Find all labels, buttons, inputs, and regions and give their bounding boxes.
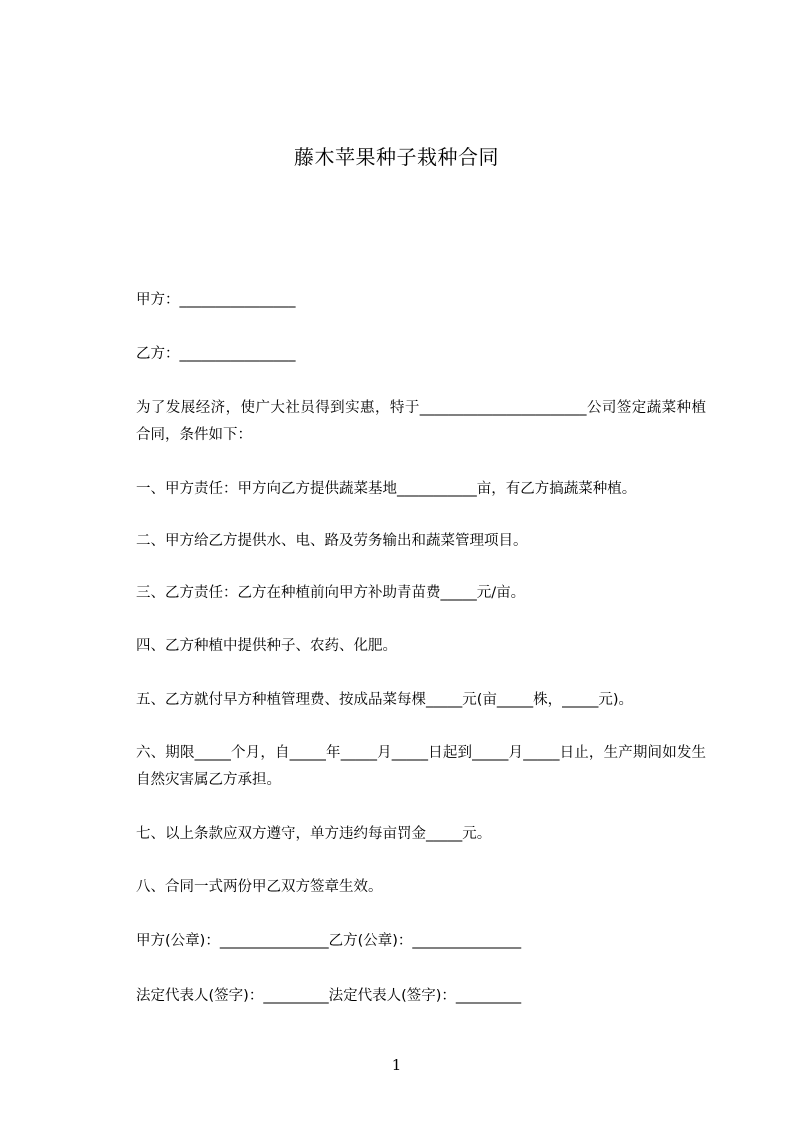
preamble-paragraph: 为了发展经济，使广大社员得到实惠，特于_______________________公司签定蔬菜种植合同，条件如下： xyxy=(136,400,706,443)
clause-4: 四、乙方种植中提供种子、农药、化肥。 xyxy=(136,638,397,654)
legal-representative-line: 法定代表人(签字)：_________法定代表人(签字)：_________ xyxy=(136,988,522,1004)
clause-3: 三、乙方责任：乙方在种植前向甲方补助青苗费_____元/亩。 xyxy=(136,585,526,601)
clause-5: 五、乙方就付早方种植管理费、按成品菜每棵_____元(亩_____株，_____元)。 xyxy=(136,692,634,708)
clause-8: 八、合同一式两份甲乙双方签章生效。 xyxy=(136,879,383,895)
document-title: 藤木苹果种子栽种合同 xyxy=(294,145,499,169)
clause-1: 一、甲方责任：甲方向乙方提供蔬菜基地___________亩，有乙方搞蔬菜种植。 xyxy=(136,481,637,497)
party-a-line: 甲方：________________ xyxy=(136,292,296,308)
clause-2: 二、甲方给乙方提供水、电、路及劳务输出和蔬菜管理项目。 xyxy=(136,533,528,549)
clause-6: 六、期限_____个月，自_____年_____月_____日起到_____月_____日止，生产期间如发生自然灾害属乙方承担。 xyxy=(136,745,706,788)
seal-signature-line: 甲方(公章)：_______________乙方(公章)：_______________ xyxy=(136,933,522,949)
page-number: 1 xyxy=(391,1056,402,1074)
clause-7: 七、以上条款应双方遵守，单方违约每亩罚金_____元。 xyxy=(136,826,492,842)
party-b-line: 乙方：________________ xyxy=(136,346,296,362)
